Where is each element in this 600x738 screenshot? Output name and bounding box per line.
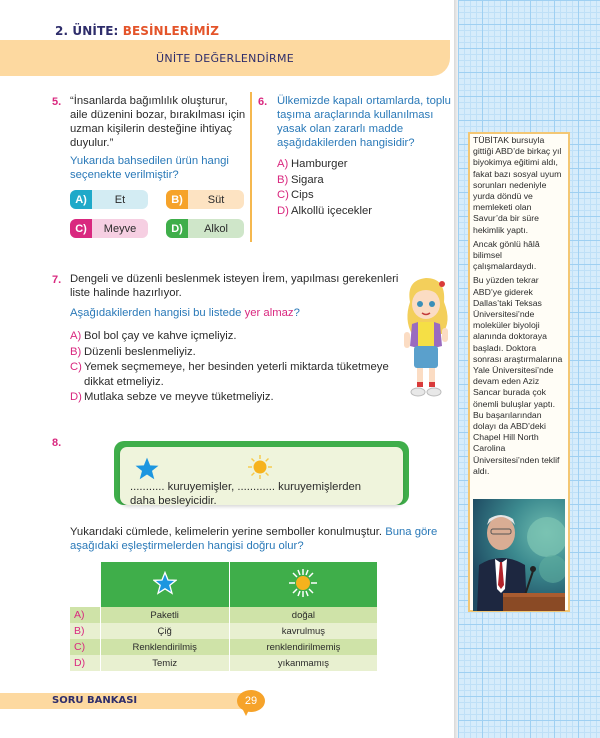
sun-cell: doğal bbox=[229, 607, 377, 623]
sun-cell: renklendirilmemiş bbox=[229, 639, 377, 655]
q5-number: 5. bbox=[52, 96, 62, 108]
option-label: D) bbox=[277, 204, 289, 217]
option-label: D) bbox=[70, 391, 82, 403]
book-name: SORU BANKASI bbox=[52, 695, 138, 706]
option-label: C) bbox=[70, 219, 92, 238]
q5-option-d[interactable] bbox=[166, 219, 244, 238]
sun-cell: yıkanmamış bbox=[229, 655, 377, 671]
row-label: A) bbox=[70, 607, 100, 623]
prompt-end: ? bbox=[293, 307, 300, 319]
star-icon bbox=[134, 456, 160, 481]
q8-sentence-inner bbox=[120, 447, 403, 505]
q7-options bbox=[70, 329, 395, 406]
unit-title bbox=[55, 24, 219, 38]
option-label: C) bbox=[70, 361, 82, 373]
banner-title: ÜNİTE DEĞERLENDİRME bbox=[155, 52, 295, 65]
option-value: Alkol bbox=[204, 222, 228, 235]
header-star-column bbox=[100, 562, 229, 607]
column-divider bbox=[250, 92, 252, 242]
q5-option-c[interactable] bbox=[70, 219, 148, 238]
option-label: A) bbox=[277, 158, 289, 170]
biography-sidebar bbox=[468, 132, 570, 612]
star-cell: Renklendirilmiş bbox=[100, 639, 229, 655]
option-value: Alkollü içecekler bbox=[291, 204, 372, 217]
bio-paragraph-3: Bu yüzden tekrar ABD’ye giderek Dallas’taki Teksas Üniversitesi’nde moleküler biyoloji alanında doktoraya başladı. Doktora sonrası araştırmalarına Yale Üniversitesi’nde devam eden Aziz Sancar burada çok önemli buluşlar yaptı. Bu başarılarından dolayı da ABD’deki Chapel Hill North Carolina Üniversitesi’nden teklif aldı. bbox=[473, 275, 563, 476]
q7-prompt bbox=[70, 306, 400, 320]
q8-statement: Yukarıdaki cümlede, kelimelerin yerine semboller konulmuştur. bbox=[70, 526, 386, 538]
blank-1: ........... bbox=[130, 481, 165, 493]
header-sun-column bbox=[229, 562, 377, 607]
sun-cell: kavrulmuş bbox=[229, 623, 377, 639]
header-empty-cell bbox=[70, 562, 100, 607]
q6-options bbox=[277, 157, 447, 219]
prompt-start: Aşağıdakilerden hangisi bu listede bbox=[70, 307, 245, 319]
q8-sentence-line2: daha besleyicidir. bbox=[130, 495, 217, 507]
option-label: B) bbox=[166, 190, 188, 209]
q7-option-b[interactable] bbox=[70, 345, 395, 361]
q6-option-b[interactable] bbox=[277, 173, 447, 189]
option-value: Yemek seçmemeye, her besinden yeterli miktarda tüketmeye dikkat etmeliyiz. bbox=[84, 361, 389, 388]
q8-prompt: Buna göre aşağıdaki eşleştirmelerden hangisi doğru olur? bbox=[70, 526, 438, 552]
q5-option-b[interactable] bbox=[166, 190, 244, 209]
girl-illustration bbox=[396, 272, 456, 404]
option-value: Süt bbox=[207, 193, 225, 206]
table-row-b[interactable] bbox=[70, 623, 378, 639]
bio-paragraph-1: TÜBİTAK bursuyla gittiği ABD’de birkaç yıl biyokimya eğitimi aldı, fakat bazı sosyal uyum sorunları nedeniyle yurda döndü ve memleketi olan Savur’da bir süre hekimlik yaptı. bbox=[473, 135, 562, 235]
q5-text: “İnsanlarda bağımlılık oluşturur, aile düzenini bozar, bırakılması için uzman kişilerin desteğine ihtiyaç duyulur.” bbox=[70, 95, 246, 149]
q7-option-d[interactable] bbox=[70, 390, 395, 406]
option-value: Et bbox=[114, 193, 126, 206]
option-label: A) bbox=[70, 330, 82, 342]
table-row-c[interactable] bbox=[70, 639, 378, 655]
sentence-end: kuruyemişlerden bbox=[275, 481, 362, 493]
option-value: Mutlaka sebze ve meyve tüketmeliyiz. bbox=[84, 391, 274, 403]
q8-sentence-box bbox=[114, 441, 409, 505]
page-number: 29 bbox=[244, 695, 258, 707]
q6-prompt: Ülkemizde kapalı ortamlarda, toplu taşıma araçlarında kullanılması yasak olan zararlı madde aşağıdakilerden hangisidir? bbox=[277, 95, 451, 149]
star-icon bbox=[153, 571, 177, 595]
prompt-emphasis: yer almaz bbox=[244, 307, 294, 319]
section-banner bbox=[0, 40, 450, 76]
option-value: Sigara bbox=[291, 173, 324, 186]
option-label: D) bbox=[166, 219, 188, 238]
blank-2: ............ bbox=[237, 481, 276, 493]
option-value: Hamburger bbox=[291, 158, 348, 170]
option-value: Meyve bbox=[103, 222, 137, 235]
unit-name: BESİNLERİMİZ bbox=[122, 24, 220, 38]
q6-option-a[interactable] bbox=[277, 157, 447, 173]
portrait-image bbox=[473, 499, 565, 611]
q6-number: 6. bbox=[258, 96, 268, 108]
option-label: C) bbox=[277, 189, 289, 201]
q7-option-c[interactable] bbox=[70, 360, 395, 390]
q6-option-d[interactable] bbox=[277, 204, 447, 220]
q8-matching-table bbox=[70, 562, 378, 671]
option-value: Cips bbox=[291, 189, 314, 201]
row-label: B) bbox=[70, 623, 100, 639]
q7-number: 7. bbox=[52, 274, 62, 286]
q8-number: 8. bbox=[52, 437, 62, 449]
table-row-a[interactable] bbox=[70, 607, 378, 623]
option-label: B) bbox=[70, 345, 82, 358]
q5-prompt: Yukarıda bahsedilen ürün hangi seçenekte verilmiştir? bbox=[70, 155, 229, 181]
page-number-badge bbox=[237, 690, 265, 712]
q8-text bbox=[70, 525, 450, 553]
sun-icon bbox=[288, 568, 318, 598]
sentence-mid: kuruyemişler, bbox=[164, 481, 238, 493]
q5-option-a[interactable] bbox=[70, 190, 148, 209]
option-label: A) bbox=[70, 190, 92, 209]
option-value: Düzenli beslenmeliyiz. bbox=[84, 345, 196, 358]
row-label: D) bbox=[70, 655, 100, 671]
row-label: C) bbox=[70, 639, 100, 655]
q7-text: Dengeli ve düzenli beslenmek isteyen İrem, yapılması gerekenleri liste halinde hazırlıyor. bbox=[70, 273, 399, 299]
option-value: Bol bol çay ve kahve içmeliyiz. bbox=[84, 330, 237, 342]
sun-icon bbox=[247, 454, 273, 480]
q8-sentence-line1 bbox=[130, 481, 361, 493]
table-header-row bbox=[70, 562, 378, 607]
option-label: B) bbox=[277, 173, 289, 186]
bio-paragraph-2: Ancak gönlü hâlâ bilimsel çalışmalardaydı. bbox=[473, 238, 540, 272]
q7-option-a[interactable] bbox=[70, 329, 395, 345]
q6-option-c[interactable] bbox=[277, 188, 447, 204]
star-cell: Paketli bbox=[100, 607, 229, 623]
star-cell: Temiz bbox=[100, 655, 229, 671]
footer-bar bbox=[0, 693, 245, 709]
portrait-photo bbox=[473, 499, 565, 611]
star-cell: Çiğ bbox=[100, 623, 229, 639]
unit-prefix: 2. ÜNİTE: bbox=[55, 24, 119, 38]
table-row-d[interactable] bbox=[70, 655, 378, 671]
